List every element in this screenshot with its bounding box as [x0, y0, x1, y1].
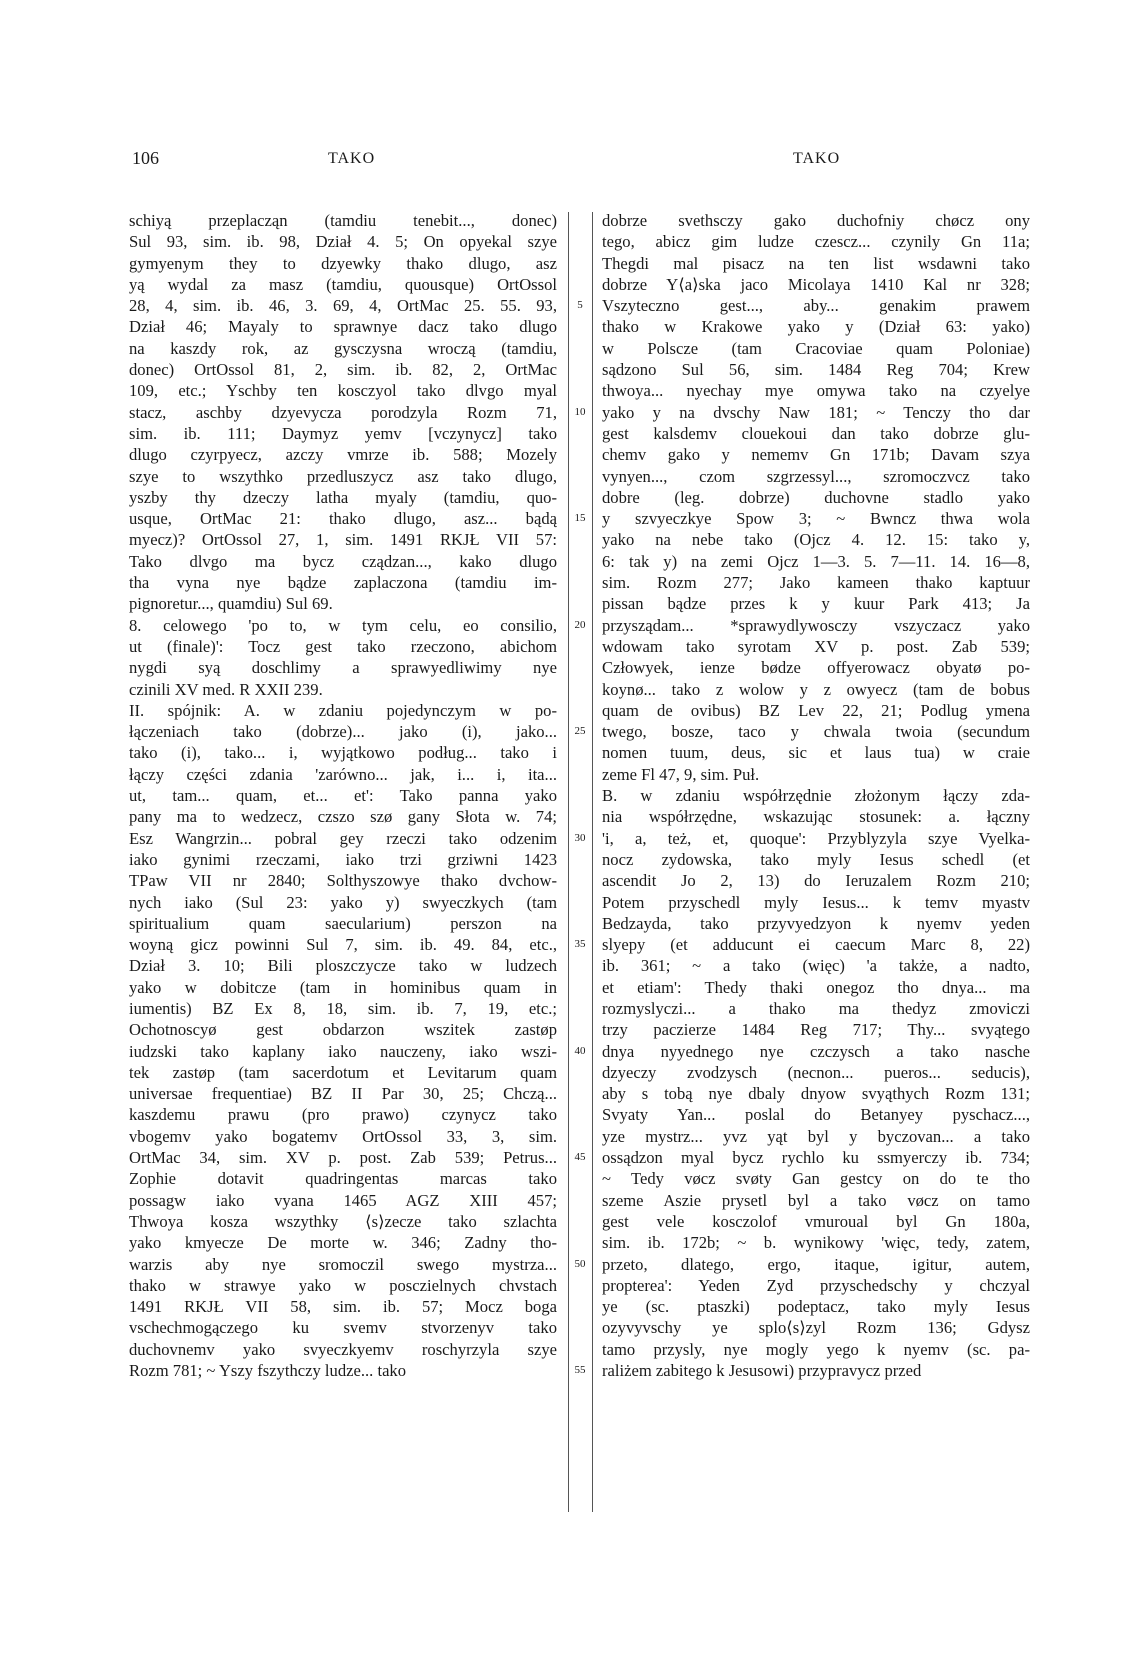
- text-line: yako w dobitcze (tam in hominibus quam in: [129, 977, 557, 997]
- text-line: ut (finale)': Tocz gest tako rzeczono, abichom: [129, 636, 557, 656]
- text-line: Dział 46; Mayaly to sprawnye dacz tako dlugo: [129, 317, 557, 337]
- text-line: Thwoya kosza wszythky ⟨s⟩zecze tako szlachta: [129, 1211, 557, 1231]
- text-line: Potem przyschedl myly Iesus... k temv myastv: [602, 892, 1030, 912]
- text-line: pissan bądze przes k y kuur Park 413; Ja: [602, 594, 1030, 614]
- text-line: aby s tobą nye dbaly dnyow svyąthych Rozm 131;: [602, 1084, 1030, 1104]
- text-line: tek zastøp (tam sacerdotum et Levitarum quam: [129, 1062, 557, 1082]
- text-line: OrtMac 34, sim. XV p. post. Zab 539; Petrus...: [129, 1148, 557, 1168]
- page-number: 106: [132, 148, 159, 168]
- text-line: na kaszdy rok, az gysczysna wroczą (tamdiu,: [129, 338, 557, 358]
- text-line: dlugo czyrpyecz, azczy vmrze ib. 588; Mozely: [129, 445, 557, 465]
- text-line: Człowyek, ienze bødze offyerowacz obyatø po-: [602, 658, 1030, 678]
- text-line: universae frequentiae) BZ II Par 30, 25; Chczą...: [129, 1084, 557, 1104]
- line-number: 55: [574, 1364, 586, 1377]
- text-line: gymyenym they to dzyewky thako dlugo, asz: [129, 253, 557, 273]
- text-line: yako na nebe tako (Ojcz 4. 12. 15: tako y,: [602, 530, 1030, 550]
- text-line: donec) OrtOssol 81, 2, sim. ib. 82, 2, OrtMac: [129, 360, 557, 380]
- text-line: Zophie dotavit quadringentas marcas tako: [129, 1169, 557, 1189]
- text-line: dnya nyyednego nye czczysch a tako nasche: [602, 1041, 1030, 1061]
- text-line: quam de ovibus) BZ Lev 22, 21; Podlug ymena: [602, 700, 1030, 720]
- text-line: yako y na dvschy Naw 181; ~ Tenczy tho dar: [602, 402, 1030, 422]
- text-line: ozyvyvschy ye splo⟨s⟩zyl Rozm 136; Gdysz: [602, 1318, 1030, 1338]
- text-line: y szvyeczkye Spow 3; ~ Bwncz thwa wola: [602, 509, 1030, 529]
- text-line: Tako dlvgo ma bycz cządzan..., kako dlugo: [129, 551, 557, 571]
- text-line: warzis aby nye sromoczil swego mystrza...: [129, 1254, 557, 1274]
- text-line: zeme Fl 47, 9, sim. Puł.: [602, 764, 760, 784]
- text-line: nia współrzędne, wskazując stosunek: a. łączny: [602, 807, 1030, 827]
- text-line: rozmyslyczi... a thako ma thedyz zmoviczi: [602, 998, 1030, 1018]
- text-line: wdowam tako syrotam XV p. post. Zab 539;: [602, 636, 1030, 656]
- running-head-right: TAKO: [793, 150, 841, 167]
- line-number: 25: [574, 725, 586, 738]
- text-line: sim. ib. 172b; ~ b. wynikowy 'więc, tedy, zatem,: [602, 1233, 1030, 1253]
- text-line: TPaw VII nr 2840; Solthyszowye thako dvchow-: [129, 871, 557, 891]
- text-line: iumentis) BZ Ex 8, 18, sim. ib. 7, 19, etc.;: [129, 998, 557, 1018]
- text-line: łączeniach tako (dobrze)... jako (i), jako...: [129, 722, 557, 742]
- text-line: gest kalsdemv clouekoui dan tako dobrze glu-: [602, 423, 1030, 443]
- text-line: schiyą przeplacząn (tamdiu tenebit..., donec): [129, 211, 557, 230]
- text-line: et etiam': Thedy thaki onegoz tho dnya... ma: [602, 977, 1030, 997]
- text-line: duchovnemv yako svyeczkyemv roschyrzyla szye: [129, 1339, 557, 1359]
- text-line: yą wydal za masz (tamdiu, quousque) OrtOssol: [129, 274, 557, 294]
- text-line: 'i, a, też, et, quoque': Przyblyzyla szye Vyelka-: [602, 828, 1030, 848]
- text-line: Vszyteczno gest..., aby... genakim prawem: [602, 296, 1030, 316]
- text-line: spiritualium quam saecularium) perszon na: [129, 913, 557, 933]
- text-line: woyną gicz powinni Sul 7, sim. ib. 49. 84, etc.,: [129, 935, 557, 955]
- text-line: gest vele kosczolof vmuroual byl Gn 180a,: [602, 1211, 1030, 1231]
- text-line: tha vyna nye bądze zaplaczona (tamdiu im-: [129, 573, 557, 593]
- text-line: pignoretur..., quamdiu) Sul 69.: [129, 594, 333, 614]
- text-line: ~ Tedy vøcz svøty Gan gestcy on do te tho: [602, 1169, 1030, 1189]
- text-line: dobre (leg. dobrze) duchovne stadlo yako: [602, 487, 1030, 507]
- text-line: sim. Rozm 277; Jako kameen thako kaptuur: [602, 573, 1030, 593]
- text-line: Svyaty Yan... poslal do Betanyey pyschacz...,: [602, 1105, 1030, 1125]
- text-line: thako w strawye yako w posczielnych chvstach: [129, 1275, 557, 1295]
- text-line: propterea': Yeden Zyd przyschedschy y chczyal: [602, 1275, 1030, 1295]
- right-column: [602, 210, 1030, 1381]
- text-line: przysządam... *sprawydlywosczy vszyczacz yako: [602, 615, 1030, 635]
- text-line: koynø... tako z wolow y z owyecz (tam de bobus: [602, 679, 1030, 699]
- text-line: 1491 RKJŁ VII 58, sim. ib. 57; Mocz boga: [129, 1297, 557, 1317]
- text-line: thwoya... nyechay mye omywa tako na czyelye: [602, 381, 1030, 401]
- text-line: przeto, dlatego, ergo, itaque, igitur, autem,: [602, 1254, 1030, 1274]
- text-line: 6: tak y) na zemi Ojcz 1—3. 5. 7—11. 14. 16—8,: [602, 551, 1030, 571]
- text-line: tamo przysly, nye mogly yego k nyemv (sc. pa-: [602, 1339, 1030, 1359]
- text-line: szye to wszythko przedluszycz asz tako dlugo,: [129, 466, 557, 486]
- text-line: Sul 93, sim. ib. 98, Dział 4. 5; On opyekal szye: [129, 232, 557, 252]
- text-line: dobrze Y⟨a⟩ska jaco Micolaya 1410 Kal nr 328;: [602, 274, 1030, 294]
- text-line: vbogemv yako bogatemv OrtOssol 33, 3, sim.: [129, 1126, 557, 1146]
- text-line: nych iako (Sul 23: yako y) swyeczkych (tam: [129, 892, 557, 912]
- text-line: stacz, aschby dzyevycza porodzyla Rozm 71,: [129, 402, 557, 422]
- text-line: trzy paczierze 1484 Reg 717; Thy... svyątego: [602, 1020, 1030, 1040]
- text-line: yze mystrz... yvz yąt byl y byczovan... a tako: [602, 1126, 1030, 1146]
- text-line: nomen tuum, deus, sic et laus tua) w craie: [602, 743, 1030, 763]
- text-line: B. w zdaniu współrzędnie złożonym łączy zda-: [602, 786, 1030, 806]
- line-number: 40: [574, 1044, 586, 1057]
- text-line: raliżem zabitego k Jesusowi) przypravycz przed: [602, 1361, 922, 1381]
- line-number: 15: [574, 512, 586, 525]
- text-line: nygdi syą doschlimy a sprawyedliwimy nye: [129, 658, 557, 678]
- text-line: tego, abicz gim ludze czescz... czynily Gn 11a;: [602, 232, 1030, 252]
- line-number: 30: [574, 831, 586, 844]
- column-rule-right: [592, 212, 593, 1512]
- text-line: vschechmogączego ku svemv stvorzenyv tako: [129, 1318, 557, 1338]
- text-line: nocz zydowska, tako myly Iesus schedl (et: [602, 849, 1030, 869]
- text-line: pany ma to wedzecz, czszo szø gany Słota w. 74;: [129, 807, 557, 827]
- text-line: ossądzon myal bycz rychlo ku ssmyerczy ib. 734;: [602, 1148, 1030, 1168]
- text-line: iudzski tako kaplany iako nauczeny, iako wszi-: [129, 1041, 557, 1061]
- text-line: iako gynimi rzeczami, iako trzi grziwni 1423: [129, 849, 557, 869]
- text-line: yako kmyecze De morte w. 346; Zadny tho-: [129, 1233, 557, 1253]
- text-line: kaszdemu prawu (pro prawo) czynycz tako: [129, 1105, 557, 1125]
- line-number: 35: [574, 938, 586, 951]
- text-line: possagw iako vyana 1465 AGZ XIII 457;: [129, 1190, 557, 1210]
- text-line: ye (sc. ptaszki) podeptacz, tako myly Iesus: [602, 1297, 1030, 1317]
- running-head-left: TAKO: [328, 150, 376, 167]
- text-line: sim. ib. 111; Daymyz yemv [vczynycz] tako: [129, 423, 557, 443]
- text-line: w Polscze (tam Cracoviae quam Poloniae): [602, 338, 1030, 358]
- text-line: vynyen..., czom szgrzessyl..., szromoczvcz tako: [602, 466, 1030, 486]
- text-line: myecz)? OrtOssol 27, 1, sim. 1491 RKJŁ VII 57:: [129, 530, 557, 550]
- text-line: ut, tam... quam, et... et': Tako panna yako: [129, 786, 557, 806]
- line-number: 10: [574, 405, 586, 418]
- text-line: Ochotnoscyø gest obdarzon wszitek zastøp: [129, 1020, 557, 1040]
- text-line: usque, OrtMac 21: thako dlugo, asz... bądą: [129, 509, 557, 529]
- text-line: twego, bosze, taco y chwala twoia (secundum: [602, 722, 1030, 742]
- text-line: slyepy (et adducunt ei caecum Marc 8, 22): [602, 935, 1030, 955]
- text-line: 28, 4, sim. ib. 46, 3. 69, 4, OrtMac 25. 55. 93,: [129, 296, 557, 316]
- text-line: ib. 361; ~ a tako (więc) 'a także, a nadto,: [602, 956, 1030, 976]
- column-rule-left: [568, 212, 569, 1512]
- text-line: Thegdi mal pisacz na ten list wsdawni tako: [602, 253, 1030, 273]
- line-number: 5: [577, 299, 583, 312]
- text-line: sądzono Sul 56, sim. 1484 Reg 704; Krew: [602, 360, 1030, 380]
- text-line: Bedzayda, tako przyvyedzyon k nyemv yeden: [602, 913, 1030, 933]
- text-line: dzyeczy zvodzysch (necnon... pueros... seducis),: [602, 1062, 1030, 1082]
- text-line: yszby thy dzeczy latha myaly (tamdiu, quo-: [129, 487, 557, 507]
- text-line: chemv gako y nememv Gn 171b; Davam szya: [602, 445, 1030, 465]
- text-line: 8. celowego 'po to, w tym celu, eo consilio,: [129, 615, 557, 635]
- text-line: Esz Wangrzin... pobral gey rzeczi tako odzenim: [129, 828, 557, 848]
- text-line: łączy części zdania 'zarówno... jak, i... i, ita...: [129, 764, 557, 784]
- line-number: 20: [574, 618, 586, 631]
- left-column: [129, 210, 557, 1381]
- text-line: tako (i), tako... i, wyjątkowo podług... tako i: [129, 743, 557, 763]
- text-line: dobrze svethsczy gako duchofniy chøcz ony: [602, 211, 1030, 230]
- text-line: 109, etc.; Yschby ten kosczyol tako dlvgo myal: [129, 381, 557, 401]
- line-number: 50: [574, 1257, 586, 1270]
- text-line: Rozm 781; ~ Yszy fszythczy ludze... tako: [129, 1361, 407, 1381]
- text-line: szeme Aszie prysetl byl a tako vøcz on tamo: [602, 1190, 1030, 1210]
- text-line: ascendit Jo 2, 13) do Ieruzalem Rozm 210;: [602, 871, 1030, 891]
- text-line: thako w Krakowe yako y (Dział 63: yako): [602, 317, 1030, 337]
- text-line: II. spójnik: A. w zdaniu pojedynczym w po-: [129, 700, 557, 720]
- text-line: czinili XV med. R XXII 239.: [129, 679, 323, 699]
- line-number: 45: [574, 1151, 586, 1164]
- text-line: Dział 3. 10; Bili ploszczycze tako w ludzech: [129, 956, 557, 976]
